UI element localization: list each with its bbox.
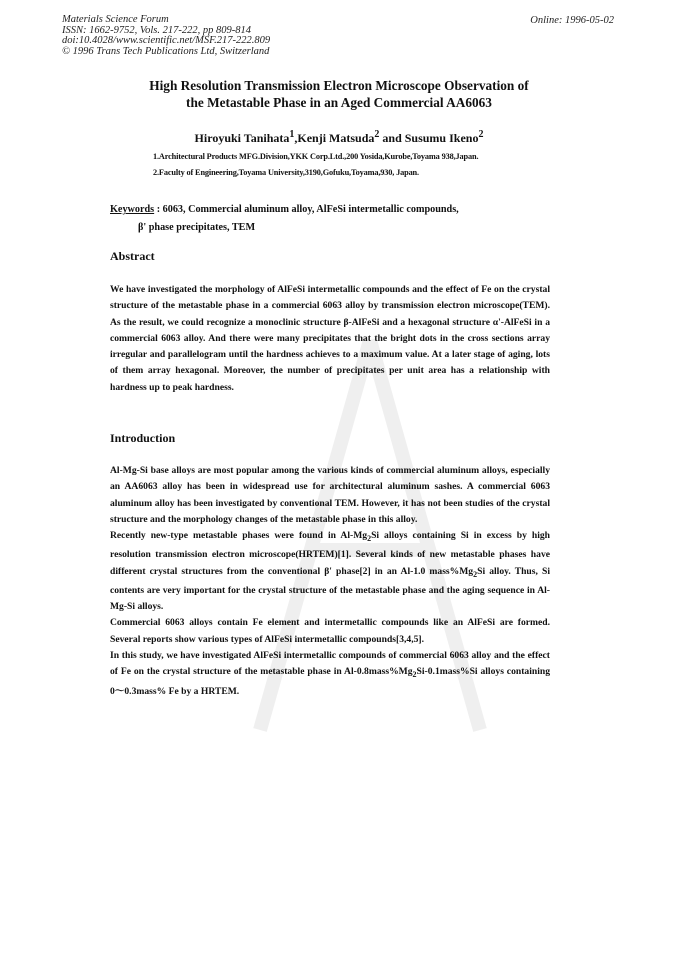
author-2-affiliation: 2: [374, 129, 380, 140]
intro-paragraph-2: Recently new-type metastable phases were found in $Al-Mg_2Si$ alloys containing Si in excess by high resolution transmission electron microscope(HRTEM)[1]. Several kinds of new metastable phases have different crystal structures from the conventional β' phase[2] in an Al-1.0 $mass\%Mg_2Si$ alloy. Thus, Si contents are very important for the crystal structure of the metastable phase and the aging sequence in Al-Mg-Si alloys.: [110, 530, 550, 613]
online-date: Online: 1996-05-02: [530, 15, 614, 26]
author-1: Hiroyuki Tanihata: [194, 131, 290, 145]
intro-paragraph-3: Commercial 6063 alloys contain Fe element and intermetallic compounds like an AlFeSi are formed. Several reports show various types of AlFeSi intermetallic compounds[3,4,5].: [110, 617, 550, 645]
abstract-heading: Abstract: [110, 249, 155, 263]
journal-header: [62, 15, 270, 57]
intro-paragraph-4: In this study, we have investigated AlFeSi intermetallic compounds of commercial 6063 alloy and the effect of Fe on the crystal structure of the metastable phase in $Al-0.8mass\%Mg_2Si-0.1mass\%Si$ alloys containing 0～0.3mass% Fe by a HRTEM.: [110, 650, 550, 697]
affiliation-1: 1.Architectural Products MFG.Division,YKK Corp.Ltd.,200 Yosida,Kurobe,Toyama 938,Japan.: [153, 152, 479, 161]
keywords-line-1: : 6063, Commercial aluminum alloy, AlFeSi intermetallic compounds,: [154, 204, 459, 215]
author-3-affiliation: 2: [478, 129, 484, 140]
author-1-affiliation: 1: [289, 129, 295, 140]
journal-name: Materials Science Forum: [62, 14, 169, 25]
introduction-heading: Introduction: [110, 431, 176, 445]
intro-paragraph-1: Al-Mg-Si base alloys are most popular among the various kinds of commercial aluminum alloys, especially an AA6063 alloy has been in widespread use for architectural aluminum sashes. A commercial 6063 aluminum alloy has been investigated by conventional TEM. However, it has not been studies of the crystal structure and the morphology changes of the metastable phase in this alloy.: [110, 465, 550, 525]
title-line-2: the Metastable Phase in an Aged Commercial AA6063: [186, 95, 492, 110]
abstract-paragraph: We have investigated the morphology of AlFeSi intermetallic compounds and the effect of Fe on the crystal structure of the metastable phase in a commercial 6063 alloy by transmission electron microscope(TEM). As the result, we could recognize a monoclinic structure β-AlFeSi and a hexagonal structure α'-AlFeSi in a commercial 6063 alloy. And there were many precipitates that the bright dots in the cross sections array irregular and parallelogram until the hardness achieves to a maximum value. At a later stage of aging, lots of them array hexagonal. Moreover, the number of precipitates per unit area has a relationship with hardness up to peak hardness.: [110, 284, 550, 393]
keywords-line-2: β' phase precipitates, TEM: [138, 222, 256, 233]
doi-line: doi:10.4028/www.scientific.net/MSF.217-222.809: [62, 35, 271, 46]
title-line-1: High Resolution Transmission Electron Microscope Observation of: [149, 78, 529, 93]
copyright-line: © 1996 Trans Tech Publications Ltd, Switzerland: [62, 45, 270, 57]
introduction-text: [110, 463, 550, 700]
abstract-text: [110, 282, 550, 396]
paper-title: [0, 77, 678, 111]
keywords-label: Keywords: [110, 204, 155, 215]
keywords-block: [110, 201, 459, 237]
issn-line: ISSN: 1662-9752, Vols. 217-222, pp 809-814: [62, 24, 251, 36]
affiliation-2: 2.Faculty of Engineering,Toyama University,3190,Gofuku,Toyama,930, Japan.: [153, 168, 419, 177]
author-list: [0, 129, 678, 146]
author-3: and Susumu Ikeno: [379, 131, 479, 145]
author-2: ,Kenji Matsuda: [294, 131, 375, 145]
